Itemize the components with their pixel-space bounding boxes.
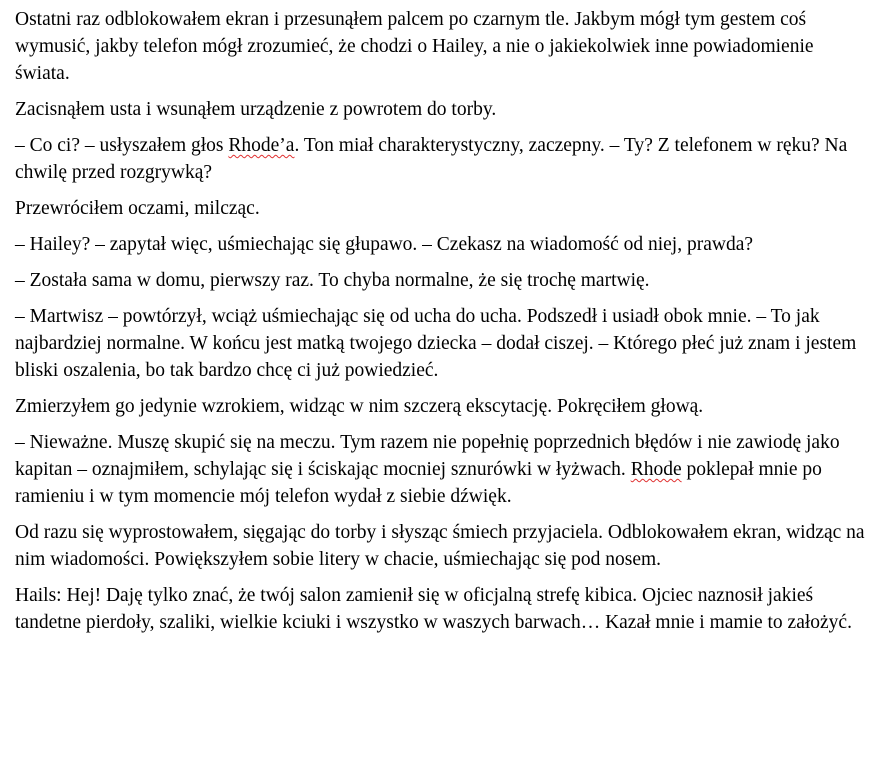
paragraph — [15, 393, 865, 420]
paragraph — [15, 519, 865, 573]
paragraph — [15, 582, 865, 636]
paragraph — [15, 231, 865, 258]
paragraph-text: Zacisnąłem usta i wsunąłem urządzenie z powrotem do torby. — [15, 99, 497, 120]
paragraph-text: – Martwisz – powtórzył, wciąż uśmiechając się od ucha do ucha. Podszedł i usiadł obok mnie. – To jak najbardziej normalne. W końcu jest matką twojego dziecka – dodał ciszej. – Którego płeć już znam i jestem bliski oszalenia, bo tak bardzo chcę ci już powiedzieć. — [15, 306, 857, 381]
paragraph — [15, 429, 865, 510]
paragraph-text: – Hailey? – zapytał więc, uśmiechając się głupawo. – Czekasz na wiadomość od niej, prawda? — [15, 234, 754, 255]
paragraph-text: – Co ci? – usłyszałem głos — [15, 135, 229, 156]
paragraph — [15, 96, 865, 123]
spellcheck-flagged-word: Rhode’a — [228, 135, 295, 156]
paragraph-text: . Ton miał charakterystyczny, zaczepny. – Ty? Z telefonem w ręku? Na chwilę przed rozgrywką? — [15, 135, 848, 183]
paragraph — [15, 303, 865, 384]
paragraph — [15, 6, 865, 87]
paragraph-text: Zmierzyłem go jedynie wzrokiem, widząc w nim szczerą ekscytację. Pokręciłem głową. — [15, 396, 704, 417]
spellcheck-flagged-word: Rhode — [630, 459, 682, 480]
paragraph-text: Od razu się wyprostowałem, sięgając do torby i słysząc śmiech przyjaciela. Odblokowałem ekran, widząc na nim wiadomości. Powiększyłem sobie litery w chacie, uśmiechając się pod nosem. — [15, 522, 865, 570]
paragraph-text: Przewróciłem oczami, milcząc. — [15, 198, 260, 219]
paragraph-text: – Została sama w domu, pierwszy raz. To chyba normalne, że się trochę martwię. — [15, 270, 650, 291]
paragraph-text: poklepał mnie po ramieniu i w tym momencie mój telefon wydał z siebie dźwięk. — [15, 459, 822, 507]
paragraph-text: Hails: Hej! Daję tylko znać, że twój salon zamienił się w oficjalną strefę kibica. Ojciec naznosił jakieś tandetne pierdoły, szaliki, wielkie kciuki i wszystko w waszych barwach… Kazał mnie i mamie to założyć. — [15, 585, 852, 633]
document-body — [15, 6, 865, 645]
paragraph — [15, 132, 865, 186]
paragraph — [15, 195, 865, 222]
paragraph-text: – Nieważne. Muszę skupić się na meczu. Tym razem nie popełnię poprzednich błędów i nie zawiodę jako kapitan – oznajmiłem, schylając się i ściskając mocniej sznurówki w łyżwach. — [15, 432, 840, 480]
paragraph-text: Ostatni raz odblokowałem ekran i przesunąłem palcem po czarnym tle. Jakbym mógł tym gestem coś wymusić, jakby telefon mógł zrozumieć, że chodzi o Hailey, a nie o jakiekolwiek inne powiadomienie świata. — [15, 9, 814, 84]
paragraph — [15, 267, 865, 294]
